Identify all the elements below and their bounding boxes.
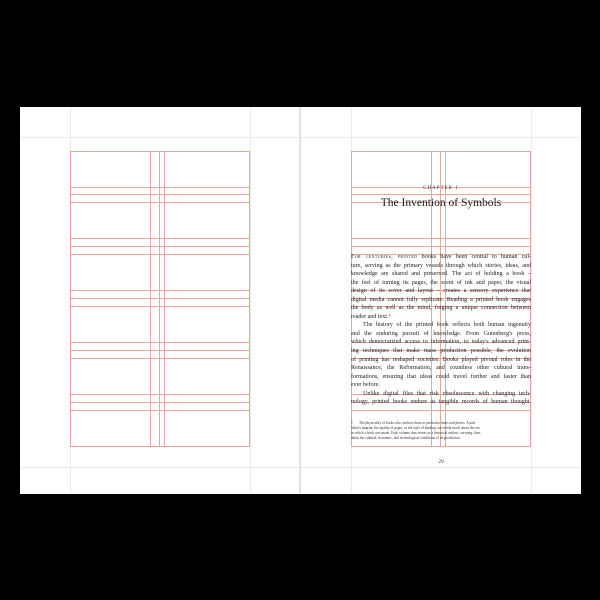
grid-row-line (70, 298, 250, 299)
page-number: 29 (438, 459, 444, 465)
grid-row-line (70, 306, 250, 307)
body-line: ing techniques that make mass production possible, the evolution (351, 348, 531, 355)
body-line: The history of the printed book reflects both human ingenuity (363, 322, 531, 329)
book-spread (20, 107, 581, 494)
body-line: formations, ensuring that ideas could travel further and faster than (351, 373, 531, 380)
grid-row-line (351, 151, 531, 152)
grid-row-line (70, 342, 250, 343)
grid-row-line (351, 194, 531, 195)
chapter-label: CHAPTER 1 (423, 186, 459, 191)
chapter-title: The Invention of Symbols (380, 197, 502, 209)
margin-guide (531, 107, 532, 494)
footnote (351, 421, 531, 441)
grid-row-line (70, 187, 250, 188)
grid-row-line (70, 394, 250, 395)
footnote-line: lisher's imprint, the quality of paper, or the style of binding can reveal much about the era (351, 426, 480, 430)
grid-row-line (70, 350, 250, 351)
footnote-marker: 1 (351, 421, 353, 425)
body-line: which democratized access to information, to today's advanced print- (351, 339, 531, 346)
body-line: ture, serving as the primary vessels through which stories, ideas, and (351, 262, 531, 269)
body-line-text: books have been central to human cul- (421, 254, 532, 260)
grid-row-line (70, 238, 250, 239)
grid-row-line (70, 402, 250, 403)
body-line: nology, printed books endure as tangible records of human thought. (351, 399, 531, 406)
grid-row-line (70, 290, 250, 291)
body-line: design of its cover and layout – creates a sensory experience that (351, 288, 531, 295)
body-line: Renaissance, the Reformation, and countless other cultural trans- (351, 365, 531, 372)
margin-guide (301, 467, 581, 468)
margin-guide (301, 137, 581, 138)
lead-in: For centuries, printed (351, 254, 418, 260)
grid-row-line (70, 202, 250, 203)
grid-row-line (70, 151, 250, 152)
body-line: knowledge are shared and preserved. The act of holding a book – (351, 271, 531, 278)
body-line: and the enduring pursuit of knowledge. From Gutenberg's press, (351, 330, 531, 337)
grid-row-line (351, 446, 531, 447)
layout-grid-left (70, 151, 250, 447)
footnote-text: The physicality of books also anchors them in particular times and places. A pub- (359, 421, 476, 425)
body-text (351, 253, 531, 407)
body-line: digital media cannot fully replicate. Reading a printed book engages (351, 296, 531, 303)
footnote-line: about the cultural, economic, and technological conditions of its production. (351, 436, 461, 440)
body-line: ever before. (351, 382, 380, 389)
body-line: the feel of turning its pages, the scent of ink and paper, the visual (351, 279, 531, 286)
margin-guide (250, 107, 251, 494)
body-line: the body as well as the mind, forging a unique connection between (351, 305, 531, 312)
grid-row-line (70, 246, 250, 247)
grid-row-line (70, 254, 250, 255)
footnote-line: in which a book was made. Each volume thus serves as a historical artifact, carrying clues (351, 431, 481, 435)
margin-guide (20, 137, 300, 138)
body-line: Unlike digital files that risk obsolescence with changing tech- (363, 390, 531, 397)
grid-row-line (70, 194, 250, 195)
grid-row-line (70, 446, 250, 447)
grid-row-line (351, 238, 531, 239)
body-line (351, 253, 531, 262)
grid-row-line (70, 358, 250, 359)
margin-guide (20, 467, 300, 468)
grid-row-line (70, 410, 250, 411)
right-page (301, 107, 581, 494)
left-page (20, 107, 300, 494)
grid-row-line (351, 410, 531, 411)
body-line: of printing has reshaped societies. Books played pivotal roles in the (351, 356, 531, 363)
body-line: reader and text.¹ (351, 313, 391, 320)
grid-row-line (351, 246, 531, 247)
